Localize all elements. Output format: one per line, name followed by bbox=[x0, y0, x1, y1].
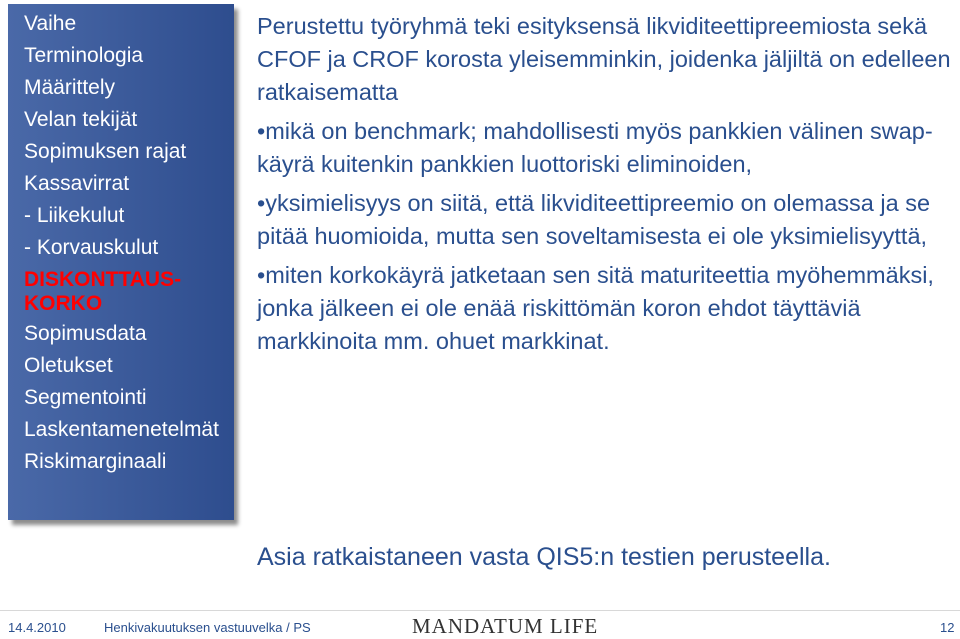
sidebar-item-maarittely[interactable]: Määrittely bbox=[24, 76, 116, 99]
sidebar-item-laskentamenetelmat[interactable]: Laskentamenetelmät bbox=[24, 418, 219, 441]
bullet-item bbox=[257, 115, 957, 181]
sidebar-item-kassavirrat[interactable]: Kassavirrat bbox=[24, 172, 130, 195]
slide-footer bbox=[0, 612, 960, 636]
sidebar-item-oletukset[interactable]: Oletukset bbox=[24, 354, 113, 377]
bullet-item bbox=[257, 187, 957, 253]
footer-divider bbox=[0, 610, 960, 611]
slide-content bbox=[257, 10, 957, 358]
page-number: 12 bbox=[940, 620, 955, 635]
sidebar-item-sopimuksen-rajat[interactable]: Sopimuksen rajat bbox=[24, 140, 187, 163]
bullet-text: miten korkokäyrä jatketaan sen sitä maturiteettia myöhemmäksi, jonka jälkeen ei ole enää riskittömän koron ehdot täyttäviä markkinoita mm. ohuet markkinat. bbox=[257, 262, 934, 354]
bullet-marker: • bbox=[257, 190, 266, 216]
sidebar-item-korvauskulut[interactable]: - Korvauskulut bbox=[24, 236, 159, 259]
sidebar-item-terminologia[interactable]: Terminologia bbox=[24, 44, 144, 67]
sidebar-item-vaihe[interactable]: Vaihe bbox=[24, 12, 77, 35]
sidebar-item-diskonttauskorko[interactable]: DISKONTTAUS-KORKO bbox=[24, 268, 182, 315]
sidebar-nav bbox=[8, 4, 234, 520]
sidebar-item-sopimusdata[interactable]: Sopimusdata bbox=[24, 322, 147, 345]
sidebar-item-velan-tekijat[interactable]: Velan tekijät bbox=[24, 108, 138, 131]
footer-title: Henkivakuutuksen vastuuvelka / PS bbox=[104, 620, 311, 635]
footer-date: 14.4.2010 bbox=[8, 620, 66, 635]
bullet-marker: • bbox=[257, 118, 266, 144]
sidebar-item-liikekulut[interactable]: - Liikekulut bbox=[24, 204, 125, 227]
bullet-item bbox=[257, 259, 957, 358]
conclusion-text: Asia ratkaistaneen vasta QIS5:n testien perusteella. bbox=[257, 543, 831, 571]
bullet-text: yksimielisyys on siitä, että likviditeettipreemio on olemassa ja se pitää huomioida, mutta sen soveltamisesta ei ole yksimielisyyttä, bbox=[257, 190, 931, 249]
bullet-marker: • bbox=[257, 262, 266, 288]
mandatum-life-logo: MANDATUM LIFE bbox=[412, 614, 599, 638]
sidebar-item-segmentointi[interactable]: Segmentointi bbox=[24, 386, 147, 409]
intro-paragraph: Perustettu työryhmä teki esityksensä likviditeettipreemiosta sekä CFOF ja CROF korosta yleisemminkin, joidenka jäljiltä on edelleen ratkaisematta bbox=[257, 13, 951, 105]
bullet-text: mikä on benchmark; mahdollisesti myös pankkien välinen swap-käyrä kuitenkin pankkien luottoriski eliminoiden, bbox=[257, 118, 933, 177]
sidebar-item-riskimarginaali[interactable]: Riskimarginaali bbox=[24, 450, 167, 473]
